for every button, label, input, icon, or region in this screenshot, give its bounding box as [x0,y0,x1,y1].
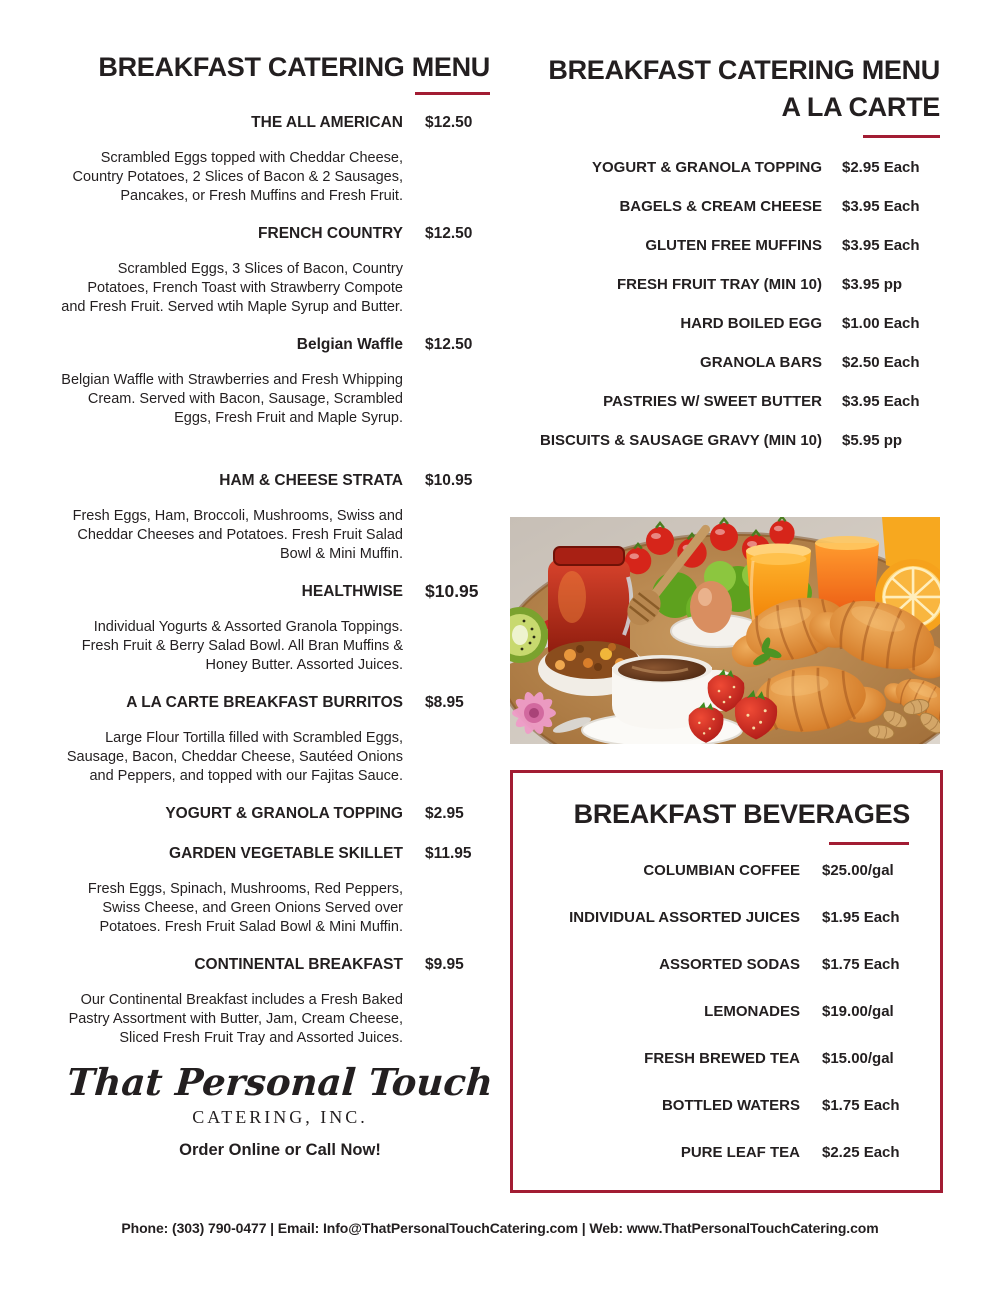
menu-item-row [60,844,500,863]
menu-item-name: A LA CARTE BREAKFAST BURRITOS [126,694,403,711]
menu-item-name: FRENCH COUNTRY [258,225,403,242]
menu-item-name: GARDEN VEGETABLE SKILLET [169,845,403,862]
left-title: BREAKFAST CATERING MENU [98,52,490,82]
alacarte-item-name: GRANOLA BARS [700,354,822,371]
menu-item-description: Scrambled Eggs, 3 Slices of Bacon, Country Potatoes, French Toast with Strawberry Compote and Fresh Fruit. Served wtih Maple Syrup and Butter. [61,261,403,315]
menu-item-price: $10.95 [425,472,473,489]
alacarte-item-price: $2.50 Each [842,354,920,371]
beverage-item-name: COLUMBIAN COFFEE [643,862,800,879]
right-title-line1: BREAKFAST CATERING MENU [548,55,940,85]
contact-line: Phone: (303) 790-0477 | Email: Info@ThatPersonalTouchCatering.com | Web: www.ThatPersonalTouchCatering.com [121,1220,879,1236]
alacarte-item-row [520,353,940,372]
menu-item-price: $10.95 [425,581,479,601]
menu-item-description: Large Flour Tortilla filled with Scrambled Eggs, Sausage, Bacon, Cheddar Cheese, Sautéed Onions and Peppers, and topped with our Fajitas Sauce. [66,730,403,784]
beverages-title-underline [829,842,909,845]
beverage-item-name: LEMONADES [704,1003,800,1020]
menu-item-price: $12.50 [425,114,473,131]
alacarte-item-price: $1.00 Each [842,315,920,332]
right-title-line2: A LA CARTE [781,92,940,122]
menu-item-name: Belgian Waffle [296,336,403,353]
alacarte-item-row [520,392,940,411]
menu-item-price: $8.95 [425,694,464,711]
alacarte-item-row [520,236,940,255]
beverages-title: BREAKFAST BEVERAGES [573,799,910,829]
menu-item-row [60,224,500,243]
alacarte-item-name: BISCUITS & SAUSAGE GRAVY (MIN 10) [540,432,822,449]
menu-item-row [60,113,500,132]
alacarte-item-name: YOGURT & GRANOLA TOPPING [591,159,822,176]
beverage-item-price: $15.00/gal [822,1050,894,1067]
alacarte-item-price: $2.95 Each [842,159,920,176]
menu-item-description: Individual Yogurts & Assorted Granola Toppings. Fresh Fruit & Berry Salad Bowl. All Bran Muffins & Honey Butter. Assorted Juices. [81,619,403,673]
menu-item-price: $9.95 [425,956,464,973]
beverage-item-name: INDIVIDUAL ASSORTED JUICES [569,909,800,926]
menu-item-description: Fresh Eggs, Ham, Broccoli, Mushrooms, Swiss and Cheddar Cheeses and Potatoes. Fresh Fruit Salad Bowl & Mini Muffin. [72,508,403,562]
alacarte-item-row [520,314,940,333]
alacarte-item-row [520,275,940,294]
right-title-underline [863,135,940,138]
alacarte-item-price: $3.95 Each [842,393,920,410]
beverage-item-name: PURE LEAF TEA [680,1144,800,1161]
beverage-item-row [513,908,940,927]
menu-item-price: $12.50 [425,225,473,242]
alacarte-item-price: $3.95 Each [842,237,920,254]
alacarte-item-name: HARD BOILED EGG [680,315,822,332]
company-logo [60,1060,500,1160]
beverage-item-name: FRESH BREWED TEA [644,1050,800,1067]
order-cta-text: Order Online or Call Now! [179,1141,381,1159]
alacarte-item-row [520,158,940,177]
beverage-item-row [513,1049,940,1068]
menu-item-row [60,804,500,823]
alacarte-item-name: FRESH FRUIT TRAY (MIN 10) [616,276,822,293]
left-title-underline [415,92,490,95]
logo-script-text: That Personal Touch [65,1060,495,1104]
beverage-item-row [513,955,940,974]
alacarte-item-row [520,431,940,450]
menu-item-description: Our Continental Breakfast includes a Fresh Baked Pastry Assortment with Butter, Jam, Cream Cheese, Sliced Fresh Fruit Tray and Assorted Juices. [68,992,403,1046]
alacarte-item-name: PASTRIES W/ SWEET BUTTER [603,393,822,410]
alacarte-item-name: GLUTEN FREE MUFFINS [645,237,822,254]
beverage-item-row [513,1002,940,1021]
beverage-item-price: $1.75 Each [822,1097,900,1114]
beverage-item-price: $25.00/gal [822,862,894,879]
beverages-box [510,770,943,1193]
beverage-item-price: $1.95 Each [822,909,900,926]
menu-item-row [60,955,500,974]
alacarte-item-price: $3.95 pp [842,276,903,293]
beverage-item-row [513,1096,940,1115]
beverage-item-row [513,1143,940,1162]
beverage-item-row [513,861,940,880]
menu-item-name: CONTINENTAL BREAKFAST [194,956,403,973]
beverage-item-price: $1.75 Each [822,956,900,973]
beverage-item-name: ASSORTED SODAS [659,956,800,973]
menu-item-description: Fresh Eggs, Spinach, Mushrooms, Red Peppers, Swiss Cheese, and Green Onions Served over Potatoes. Fresh Fruit Salad Bowl & Mini Muffin. [87,881,403,935]
logo-subtitle: CATERING, INC. [192,1107,368,1127]
alacarte-item-price: $5.95 pp [842,432,903,449]
alacarte-item-price: $3.95 Each [842,198,920,215]
left-column [60,52,500,1160]
menu-item-name: HEALTHWISE [301,583,403,600]
menu-item-name: YOGURT & GRANOLA TOPPING [165,805,403,822]
alacarte-item-row [520,197,940,216]
menu-item-row [60,471,500,490]
beverage-item-price: $2.25 Each [822,1144,900,1161]
menu-item-name: HAM & CHEESE STRATA [219,472,403,489]
beverage-item-price: $19.00/gal [822,1003,894,1020]
menu-item-row [60,582,500,601]
breakfast-photo [510,517,940,744]
menu-item-price: $2.95 [425,805,464,822]
menu-item-price: $12.50 [425,336,473,353]
menu-item-price: $11.95 [425,845,472,862]
menu-item-row [60,693,500,712]
right-column [520,52,940,450]
alacarte-item-name: BAGELS & CREAM CHEESE [619,198,822,215]
menu-item-name: THE ALL AMERICAN [251,114,403,131]
menu-item-row [60,335,500,354]
menu-item-description: Belgian Waffle with Strawberries and Fresh Whipping Cream. Served with Bacon, Sausage, Scrambled Eggs, Fresh Fruit and Maple Syrup. [61,372,403,426]
menu-item-description: Scrambled Eggs topped with Cheddar Cheese, Country Potatoes, 2 Slices of Bacon & 2 Sausages, Pancakes, or Fresh Muffins and Fresh Fruit. [72,150,403,204]
beverage-item-name: BOTTLED WATERS [661,1097,800,1114]
